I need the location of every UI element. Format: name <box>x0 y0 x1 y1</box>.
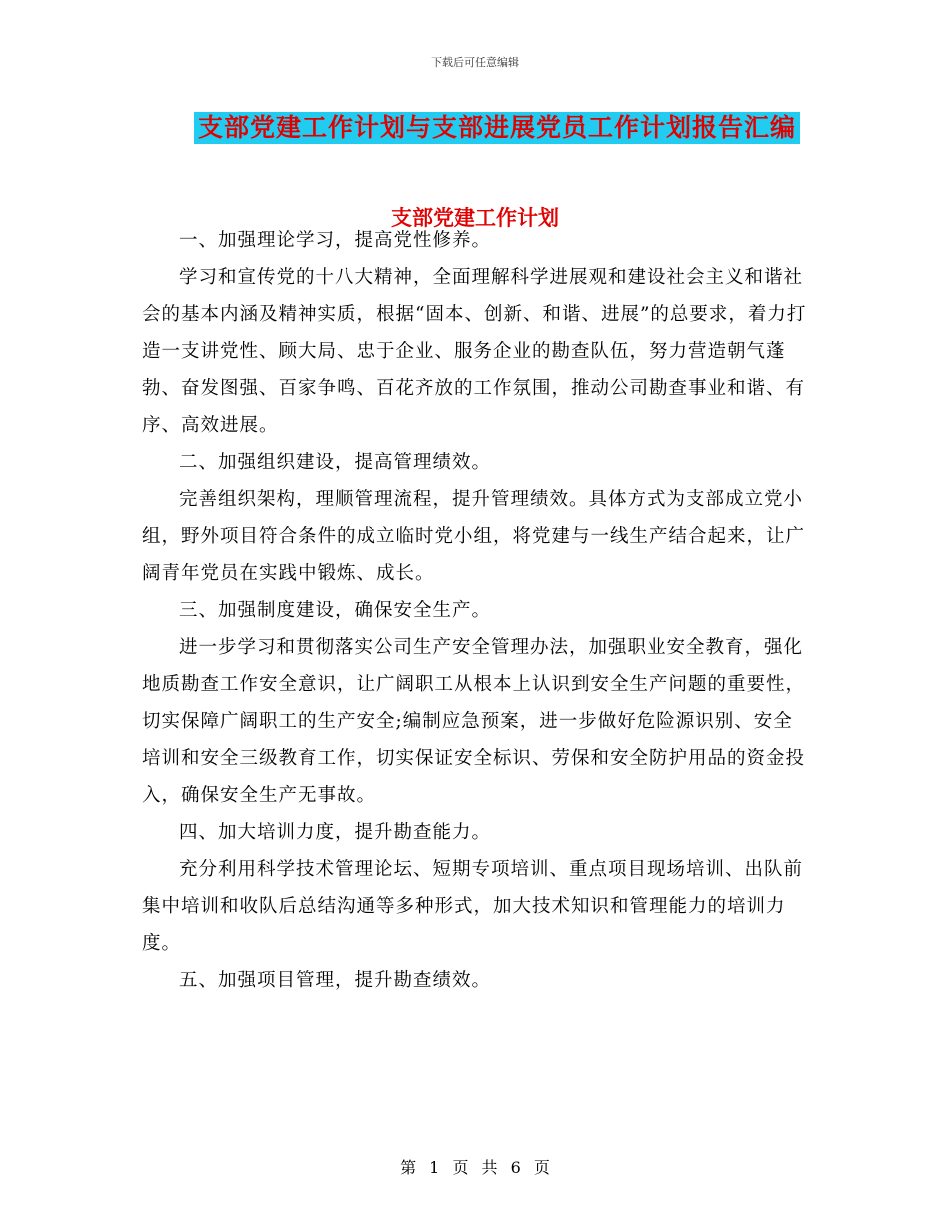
body-paragraph: 完善组织架构，理顺管理流程，提升管理绩效。具体方式为支部成立党小组，野外项目符合条件的成立临时党小组，将党建与一线生产结合起来，让广阔青年党员在实践中锻炼、成长。 <box>142 489 806 584</box>
page-footer: 第 1 页 共 6 页 <box>400 1158 550 1177</box>
body-paragraph: 进一步学习和贯彻落实公司生产安全管理办法，加强职业安全教育，强化地质勘查工作安全意识，让广阔职工从根本上认识到安全生产问题的重要性，切实保障广阔职工的生产安全;编制应急预案，进一步做好危险源识别、安全培训和安全三级教育工作，切实保证安全标识、劳保和安全防护用品的资金投入，确保安全生产无事故。 <box>142 637 806 806</box>
heading-paragraph: 二、加强组织建设，提高管理绩效。 <box>179 452 492 473</box>
document-main-title: 支部党建工作计划与支部进展党员工作计划报告汇编 <box>194 112 800 144</box>
heading-paragraph: 一、加强理论学习，提高党性修养。 <box>179 230 492 251</box>
section-title: 支部党建工作计划 <box>391 206 559 230</box>
document-body <box>142 222 810 999</box>
heading-paragraph: 三、加强制度建设，确保安全生产。 <box>179 600 492 621</box>
heading-paragraph: 五、加强项目管理，提升勘查绩效。 <box>179 970 492 991</box>
header-note: 下载后可任意编辑 <box>431 56 519 69</box>
heading-paragraph: 四、加大培训力度，提升勘查能力。 <box>179 822 492 843</box>
body-paragraph: 学习和宣传党的十八大精神，全面理解科学进展观和建设社会主义和谐社会的基本内涵及精神实质，根据“固本、创新、和谐、进展”的总要求，着力打造一支讲党性、顾大局、忠于企业、服务企业的勘查队伍，努力营造朝气蓬勃、奋发图强、百家争鸣、百花齐放的工作氛围，推动公司勘查事业和谐、有序、高效进展。 <box>142 267 807 436</box>
body-paragraph: 充分利用科学技术管理论坛、短期专项培训、重点项目现场培训、出队前集中培训和收队后总结沟通等多种形式，加大技术知识和管理能力的培训力度。 <box>142 859 804 954</box>
